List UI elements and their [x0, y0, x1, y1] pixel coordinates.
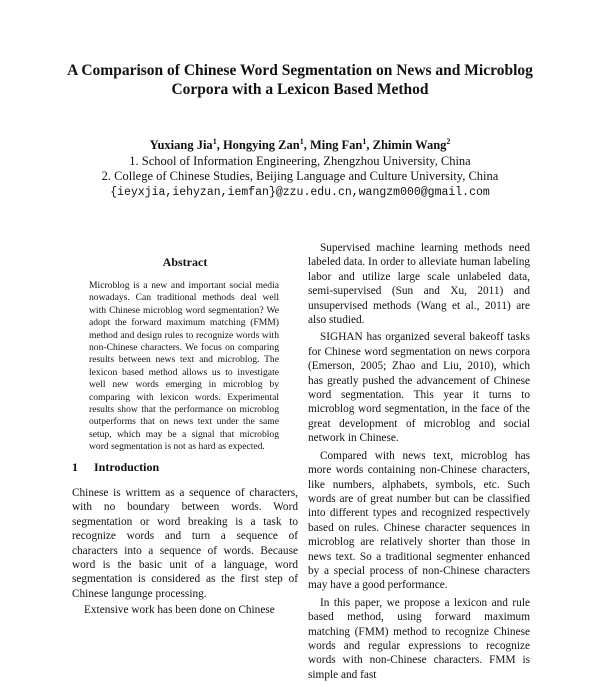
abstract-heading: Abstract [162, 255, 208, 269]
author-separator: , [303, 138, 310, 153]
author-emails: {ieyxjia,iehyzan,iemfan}@zzu.edu.cn,wangzm000@gmail.com [110, 185, 490, 199]
title-line-1: A Comparison of Chinese Word Segmentation on News and Microblog [67, 62, 533, 79]
abstract-text: Microblog is a new and important social media nowadays. Can traditional methods deal well with Chinese microblog word segmentation? We adopt the forward maximum matching (FMM) method and design rules to recognize words with non-Chinese characters. We focus on comparing results between news text and microblog. The lexicon based method allows us to investigate well new words emerging in microblog by comparing with lexicon words. Experimental results show that the performance on microblog outperforms that on news text under the same setup, which may be a signal that microblog word segmentation is not as hard as expected. [89, 280, 279, 453]
affiliation-mark: 2 [446, 137, 451, 146]
author: Yuxiang Jia [149, 138, 213, 153]
affiliation-mark: 1 [362, 137, 367, 146]
paragraph: In this paper, we propose a lexicon and rule based method, using forward maximum matching (FMM) method to recognize Chinese words and regular expressions to recognize words with non-Chinese characters. FMM is simple and fast [308, 596, 530, 681]
paragraph: Compared with news text, microblog has more words containing non-Chinese characters, like numbers, alphabets, symbols, etc. Such words are of great number but can be classified into different types and recognized respectively based on rules. Chinese character sequences in microblog are relatively shorter than those in news text. So a traditional segmenter enhanced by a special process of non-Chinese characters may have a good performance. [308, 449, 530, 592]
paper-title [40, 61, 560, 99]
author-names [40, 134, 560, 154]
affiliation-mark: 1 [299, 137, 304, 146]
affiliation-mark: 1 [212, 137, 217, 146]
paragraph: Chinese is writtem as a sequence of characters, with no boundary between words. Word segmentation or word breaking is a task to recognize words and turn a sequence of characters into a sequence of words. Because word is the basic unit of a language, word segmentation is considered as the first step of Chinese langunge processing. [72, 487, 298, 600]
title-line-2: Corpora with a Lexicon Based Method [171, 81, 429, 98]
paragraph: Supervised machine learning methods need labeled data. In order to alleviate human labeling labor and utilize large scale unlabeled data, semi-supervised (Sun and Xu, 2011) and unsupervised methods (Wang et al., 2011) are also studied. [308, 242, 530, 327]
section-heading-introduction [72, 460, 159, 475]
author: Ming Fan [309, 138, 363, 153]
affiliation-2: 2. College of Chinese Studies, Beijing Language and Culture University, China [101, 169, 499, 184]
author: Hongying Zan [222, 138, 300, 153]
right-column [308, 241, 530, 685]
author-separator: , [366, 138, 373, 153]
author-separator: , [216, 138, 223, 153]
section-title: Introduction [94, 460, 160, 474]
paragraph: SIGHAN has organized several bakeoff tasks for Chinese word segmentation on news corpora (Emerson, 2005; Zhao and Liu, 2010), which has greatly pushed the advancement of Chinese word segmentation. This year it turns to microblog word segmentation, in the face of the great development of microblog and social network in Chinese. [308, 331, 530, 445]
paragraph: Extensive work has been done on Chinese [84, 604, 275, 617]
section-number: 1 [72, 460, 78, 474]
affiliation-1: 1. School of Information Engineering, Zhengzhou University, China [129, 153, 471, 168]
author-block [40, 134, 560, 200]
author: Zhimin Wang [372, 138, 447, 153]
